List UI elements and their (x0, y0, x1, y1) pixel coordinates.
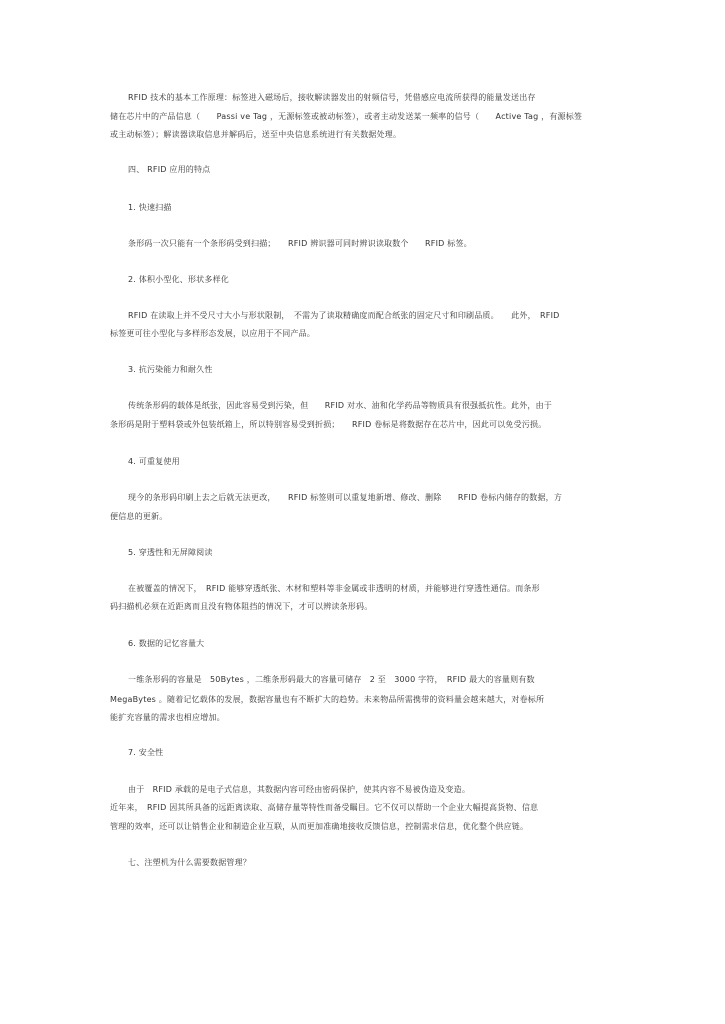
item-heading: 4. 可重复使用 (128, 457, 180, 466)
paragraph-line: 现今的条形码印刷上去之后就无法更改， RFID 标签则可以重复地新增、修改、删除 RFID 卷标内储存的数据，方 (128, 493, 563, 502)
paragraph-line: 传统条形码的载体是纸张，因此容易受到污染，但 RFID 对水、油和化学药品等物质具有很强抵抗性。此外，由于 (128, 401, 553, 410)
intro-line-2: 储在芯片中的产品信息（ Passi ve Tag ，无源标签或被动标签），或者主动发送某一频率的信号（ Active Tag ，有源标签 (110, 112, 583, 121)
item-heading: 1. 快速扫描 (128, 203, 172, 212)
intro-line-3: 或主动标签）；解读器读取信息并解码后，送至中央信息系统进行有关数据处理。 (110, 130, 402, 139)
paragraph-line: 码扫描机必须在近距离而且没有物体阻挡的情况下，才可以辨读条形码。 (110, 602, 373, 611)
paragraph-line: 条形码是附于塑料袋或外包装纸箱上，所以特别容易受到折损； RFID 卷标是将数据存在芯片中，因此可以免受污损。 (110, 420, 547, 429)
item-heading: 6. 数据的记忆容量大 (128, 639, 205, 648)
paragraph-line: 标签更可往小型化与多样形态发展，以应用于不同产品。 (110, 329, 315, 338)
paragraph-line: 管理的效率，还可以让销售企业和制造企业互联，从而更加准确地接收反馈信息，控制需求信息，优化整个供应链。 (110, 822, 529, 831)
paragraph-line: 由于 RFID 承载的是电子式信息，其数据内容可经由密码保护，使其内容不易被伪造及变造。 (128, 785, 471, 794)
paragraph-line: 一维条形码的容量是 50Bytes ，二维条形码最大的容量可储存 2 至 3000 字符， RFID 最大的容量则有数 (128, 675, 535, 684)
paragraph-line: RFID 在读取上并不受尺寸大小与形状限制， 不需为了读取精确度而配合纸张的固定尺寸和印刷品质。 此外， RFID (128, 311, 560, 320)
section-heading: 七、注塑机为什么需要数据管理？ (128, 858, 251, 867)
paragraph-line: 近年来， RFID 因其所具备的远距离读取、高储存量等特性而备受瞩目。它不仅可以帮助一个企业大幅提高货物、信息 (110, 803, 539, 812)
paragraph-line: 能扩充容量的需求也相应增加。 (110, 713, 225, 722)
intro-line-1: RFID 技术的基本工作原理：标签进入磁场后，接收解读器发出的射频信号，凭借感应电流所获得的能量发送出存 (128, 93, 536, 102)
paragraph-line: 在被覆盖的情况下， RFID 能够穿透纸张、木材和塑料等非金属或非透明的材质，并能够进行穿透性通信。而条形 (128, 584, 540, 593)
item-heading: 2. 体积小型化、形状多样化 (128, 275, 229, 284)
section-heading: 四、 RFID 应用的特点 (128, 165, 211, 174)
item-heading: 3. 抗污染能力和耐久性 (128, 365, 213, 374)
paragraph-line: 便信息的更新。 (110, 512, 168, 521)
item-heading: 7. 安全性 (128, 748, 164, 757)
paragraph-line: MegaBytes 。随着记忆载体的发展，数据容量也有不断扩大的趋势。未来物品所需携带的资料量会越来越大，对卷标所 (110, 695, 545, 704)
paragraph-line: 条形码一次只能有一个条形码受到扫描； RFID 辨识器可同时辨识读取数个 RFID 标签。 (128, 239, 472, 248)
item-heading: 5. 穿透性和无屏障阅读 (128, 548, 213, 557)
